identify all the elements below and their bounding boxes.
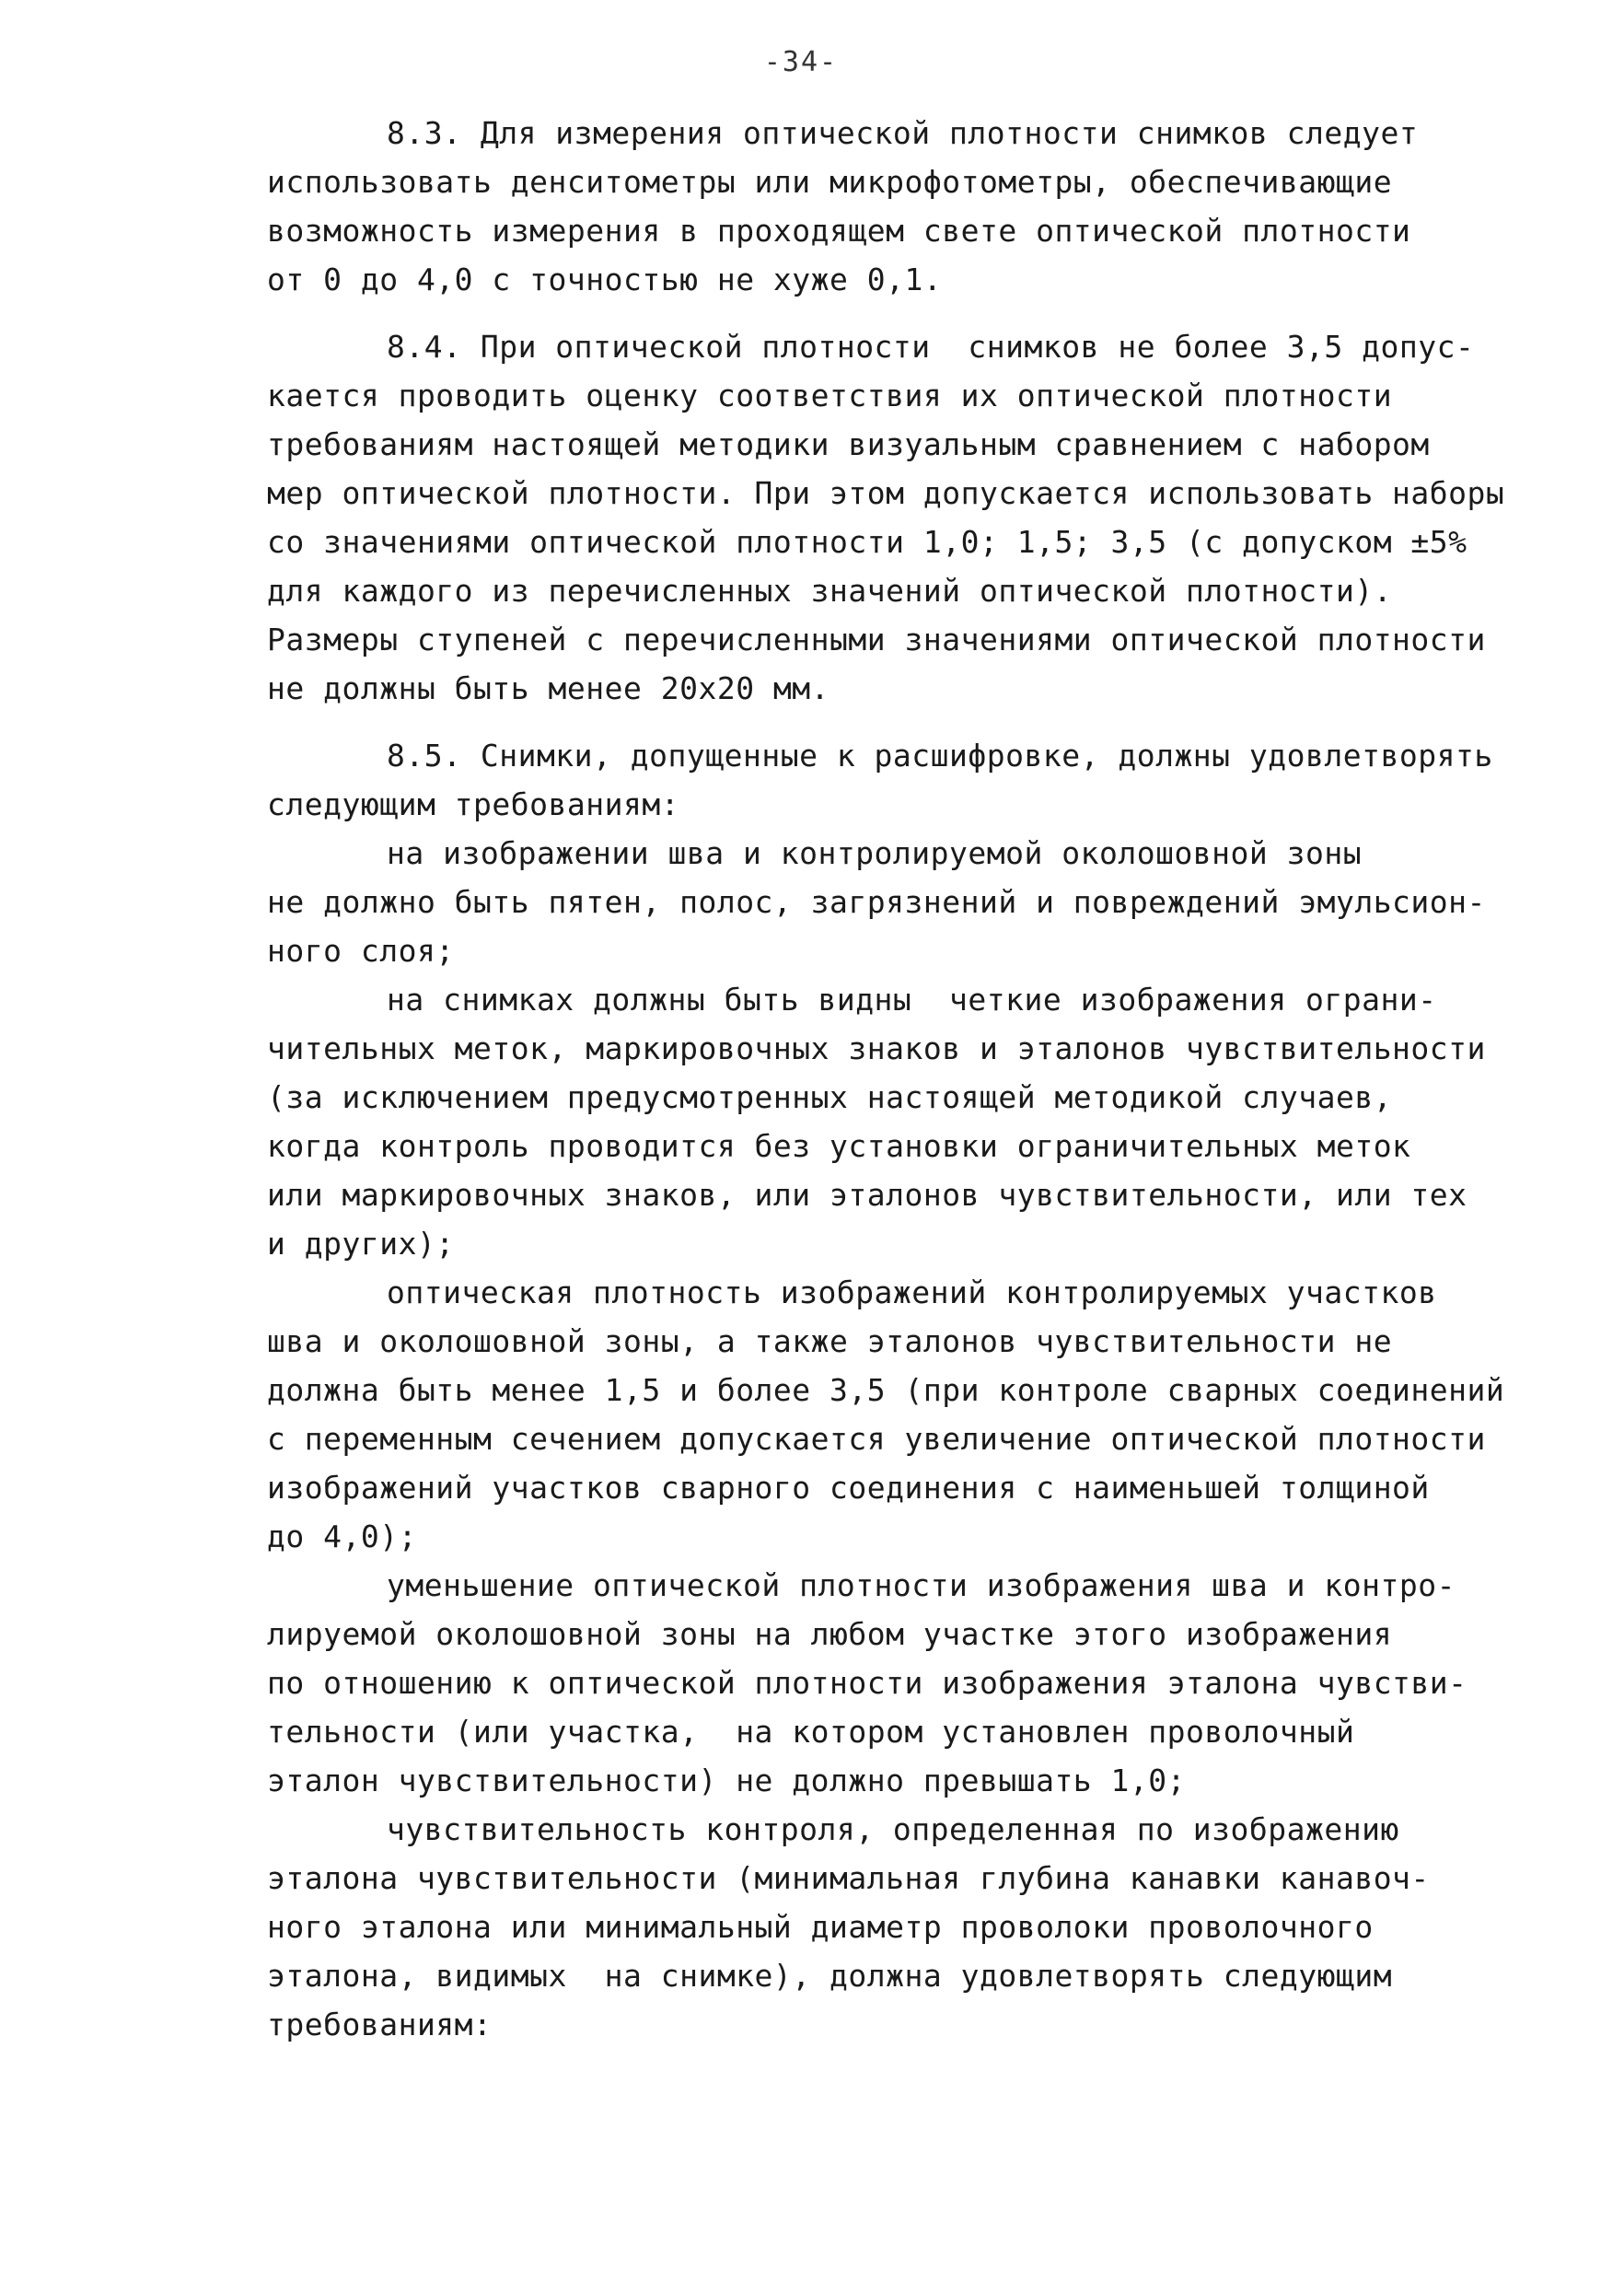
list-item-start: на изображении шва и контролируемой околошовной зоны xyxy=(387,835,1363,871)
text-line: когда контроль проводится без установки ограничительных меток xyxy=(267,1128,1411,1164)
text-line: изображений участков сварного соединения с наименьшей толщиной xyxy=(267,1470,1430,1506)
text-line: не должно быть пятен, полос, загрязнений и повреждений эмульсион- xyxy=(267,884,1486,920)
text-line: со значениями оптической плотности 1,0; 1,5; 3,5 (с допуском ±5% xyxy=(267,524,1467,560)
text-line: для каждого из перечисленных значений оптической плотности). xyxy=(267,573,1393,609)
text-line: 8.3. Для измерения оптической плотности снимков следует xyxy=(387,115,1419,151)
text-line: по отношению к оптической плотности изображения эталона чувстви- xyxy=(267,1665,1467,1701)
text-line: 8.4. При оптической плотности снимков не более 3,5 допус- xyxy=(387,329,1475,365)
text-line: ного слоя; xyxy=(267,933,455,969)
text-line: Размеры ступеней с перечисленными значениями оптической плотности xyxy=(267,622,1486,657)
body-text xyxy=(267,109,1593,2049)
text-line: следующим требованиям: xyxy=(267,786,680,822)
paragraph-8-4 xyxy=(267,322,1593,713)
page-number: -34- xyxy=(763,46,839,78)
text-line: эталона, видимых на снимке), должна удовлетворять следующим xyxy=(267,1958,1393,1994)
text-line: эталон чувствительности) не должно превышать 1,0; xyxy=(267,1763,1187,1798)
paragraph-8-3 xyxy=(267,109,1593,304)
text-line: до 4,0); xyxy=(267,1518,417,1554)
list-item-start: на снимках должны быть видны четкие изображения ограни- xyxy=(387,982,1437,1018)
text-line: с переменным сечением допускается увеличение оптической плотности xyxy=(267,1421,1486,1457)
list-item-start: уменьшение оптической плотности изображения шва и контро- xyxy=(387,1567,1456,1603)
text-line: кается проводить оценку соответствия их оптической плотности xyxy=(267,378,1393,413)
text-line: шва и околошовной зоны, а также эталонов чувствительности не xyxy=(267,1323,1393,1359)
text-line: должна быть менее 1,5 и более 3,5 (при контроле сварных соединений xyxy=(267,1372,1505,1408)
list-item-start: чувствительность контроля, определенная по изображению xyxy=(387,1811,1399,1847)
text-line: ного эталона или минимальный диаметр проволоки проволочного xyxy=(267,1909,1374,1945)
text-line: тельности (или участка, на котором установлен проволочный xyxy=(267,1714,1355,1750)
list-item-start: оптическая плотность изображений контролируемых участков xyxy=(387,1274,1437,1310)
text-line: или маркировочных знаков, или эталонов чувствительности, или тех xyxy=(267,1177,1467,1213)
text-line: эталона чувствительности (минимальная глубина канавки канавоч- xyxy=(267,1860,1430,1896)
text-line: требованиям настоящей методики визуальным сравнением с набором xyxy=(267,426,1430,462)
paragraph-8-5 xyxy=(267,731,1593,2049)
text-line: 8.5. Снимки, допущенные к расшифровке, должны удовлетворять xyxy=(387,738,1493,774)
text-line: использовать денситометры или микрофотометры, обеспечивающие xyxy=(267,164,1393,200)
text-line: чительных меток, маркировочных знаков и эталонов чувствительности xyxy=(267,1030,1486,1066)
text-line: (за исключением предусмотренных настоящей методикой случаев, xyxy=(267,1079,1393,1115)
text-line: и других); xyxy=(267,1226,455,1262)
text-line: лируемой околошовной зоны на любом участке этого изображения xyxy=(267,1616,1393,1652)
text-line: мер оптической плотности. При этом допускается использовать наборы xyxy=(267,475,1505,511)
text-line: требованиям: xyxy=(267,2007,493,2042)
text-line: возможность измерения в проходящем свете оптической плотности xyxy=(267,213,1411,249)
text-line: не должны быть менее 20х20 мм. xyxy=(267,670,830,706)
text-line: от 0 до 4,0 с точностью не хуже 0,1. xyxy=(267,262,943,297)
